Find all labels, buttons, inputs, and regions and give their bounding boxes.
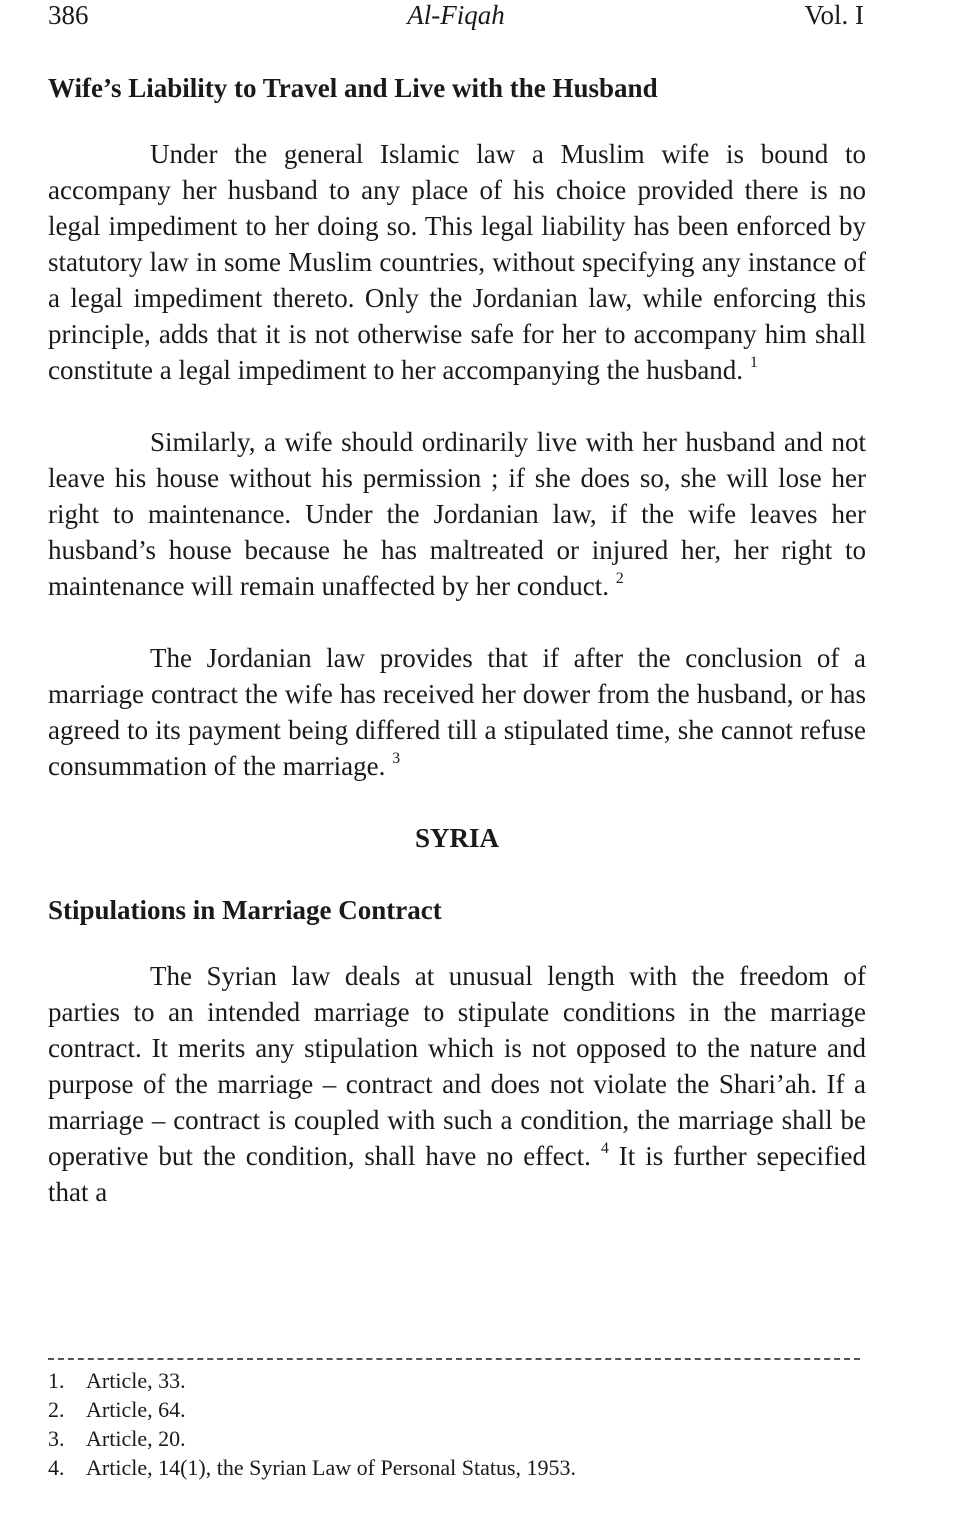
paragraph-text-continued: It is further sepecified that a [48, 1141, 866, 1207]
footnote-ref: 1 [749, 354, 758, 371]
footnote-ref: 3 [392, 750, 401, 767]
paragraph-text: Under the general Islamic law a Muslim wife is bound to accompany her husband to any place of his choice provided there is no legal impediment to her doing so. This legal liability has been enforced by statutory law in some Muslim countries, without specifying any instance of a legal impediment thereto. Only the Jordanian law, while enforcing this principle, adds that it is not otherwise safe for her to accompany him shall constitute a legal impediment to her accompanying the husband. [48, 139, 866, 385]
section-heading-stipulations: Stipulations in Marriage Contract [48, 895, 442, 925]
footnote-number: 2. [48, 1397, 65, 1422]
footnote-number: 4. [48, 1455, 65, 1480]
footnote-ref: 2 [615, 570, 624, 587]
paragraph [48, 424, 866, 604]
paragraph-text: The Syrian law deals at unusual length with the freedom of parties to an intended marriage to stipulate conditions in the marriage contract. It merits any stipulation which is not opposed to the nature and purpose of the marriage – contract and does not violate the Shari’ah. If a marriage – contract is coupled with such a condition, the marriage shall be operative but the condition, shall have no effect. [48, 961, 866, 1171]
volume-label: Vol. I [804, 0, 864, 30]
footnote-text: Article, 64. [86, 1397, 186, 1422]
running-title: Al-Fiqah [407, 0, 505, 30]
footnote-number: 3. [48, 1426, 65, 1451]
footnotes [48, 1366, 860, 1482]
footnote-text: Article, 14(1), the Syrian Law of Personal Status, 1953. [86, 1455, 577, 1480]
footnote-divider [48, 1340, 860, 1360]
footnote-text: Article, 33. [86, 1368, 186, 1393]
footnote-item [48, 1453, 860, 1482]
main-text [48, 66, 866, 1210]
footnote-item [48, 1395, 860, 1424]
section-heading-wife-liability: Wife’s Liability to Travel and Live with the Husband [48, 73, 658, 103]
footnote-item [48, 1366, 860, 1395]
paragraph [48, 640, 866, 784]
paragraph [48, 958, 866, 1210]
footnote-number: 1. [48, 1368, 65, 1393]
paragraph [48, 136, 866, 388]
page-number: 386 [48, 0, 89, 30]
footnote-text: Article, 20. [86, 1426, 186, 1451]
country-heading-syria: SYRIA [414, 823, 500, 853]
paragraph-text: The Jordanian law provides that if after the conclusion of a marriage contract the wife has received her dower from the husband, or has agreed to its payment being differed till a stipulated time, she cannot refuse consummation of the marriage. [48, 643, 866, 781]
running-header [48, 0, 864, 34]
footnote-item [48, 1424, 860, 1453]
footnote-ref: 4 [600, 1140, 609, 1157]
paragraph-text: Similarly, a wife should ordinarily live with her husband and not leave his house without his permission ; if she does so, she will lose her right to maintenance. Under the Jordanian law, if the wife leaves her husband’s house because he has maltreated or injured her, her right to maintenance will remain unaffected by her conduct. [48, 427, 866, 601]
